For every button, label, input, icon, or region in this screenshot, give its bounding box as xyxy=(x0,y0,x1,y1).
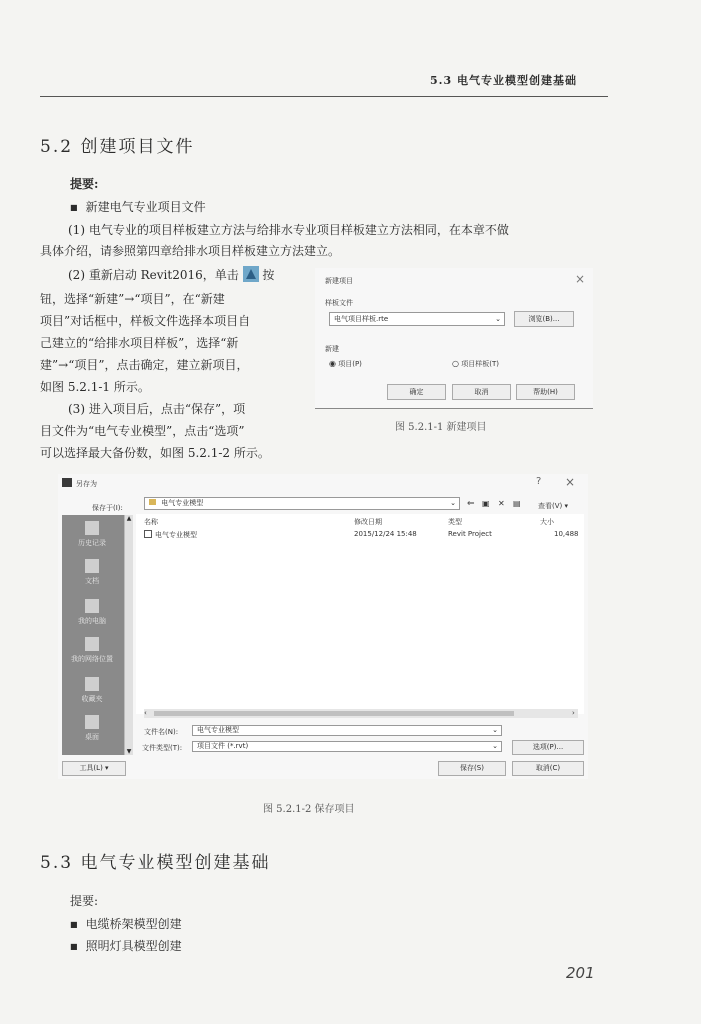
para-1-line-1: (1) 电气专业的项目样板建立方法与给排水专业项目样板建立方法相同，在本章不做 xyxy=(68,223,509,237)
scroll-thumb[interactable] xyxy=(154,711,514,716)
sidebar-item-favorites[interactable]: 收藏夹 xyxy=(62,677,122,704)
para-3-line-3: 可以选择最大备份数，如图 5.2.1-2 所示。 xyxy=(40,446,270,460)
template-label: 样板文件 xyxy=(325,299,353,307)
dialog-title: 另存为 xyxy=(76,480,97,488)
network-icon xyxy=(85,637,99,651)
radio-empty-icon: ○ xyxy=(452,359,459,368)
para-2-line-3: 项目”对话框中，样板文件选择本项目自 xyxy=(40,314,251,328)
scroll-up-icon[interactable]: ▲ xyxy=(126,515,132,522)
save-in-select[interactable]: 电气专业模型 ⌄ xyxy=(144,497,460,510)
scroll-down-icon[interactable]: ▼ xyxy=(126,748,132,755)
column-date[interactable]: 修改日期 xyxy=(354,518,382,526)
sidebar-scrollbar[interactable] xyxy=(124,515,133,755)
radio-project[interactable]: ◉ 项目(P) xyxy=(329,359,362,368)
save-in-label: 保存于(I): xyxy=(92,504,123,512)
page-number: 201 xyxy=(566,964,595,982)
browse-button[interactable]: 浏览(B)... xyxy=(514,311,574,327)
para-3-line-1: (3) 进入项目后，点击“保存”，项 xyxy=(68,402,246,416)
close-icon[interactable]: × xyxy=(575,272,586,286)
project-file-icon xyxy=(144,530,152,538)
radio-template[interactable]: ○ 项目样板(T) xyxy=(452,359,499,368)
radio-selected-icon: ◉ xyxy=(329,359,336,368)
filetype-select[interactable]: 项目文件 (*.rvt) ⌄ xyxy=(192,741,502,752)
favorites-icon xyxy=(85,677,99,691)
save-button[interactable]: 保存(S) xyxy=(438,761,506,776)
sidebar-item-network[interactable]: 我的网络位置 xyxy=(62,637,122,664)
chevron-down-icon: ⌄ xyxy=(495,315,501,323)
scroll-right-icon[interactable]: › xyxy=(572,709,575,717)
options-button[interactable]: 选项(P)... xyxy=(512,740,584,755)
new-folder-icon[interactable]: ▤ xyxy=(513,499,521,508)
filename-label: 文件名(N): xyxy=(144,728,179,736)
bullet-item: ■ 新建电气专业项目文件 xyxy=(70,196,206,220)
close-icon[interactable]: × xyxy=(565,475,576,489)
sidebar-item-documents[interactable]: 文档 xyxy=(62,559,122,586)
new-project-dialog xyxy=(315,268,593,409)
column-name[interactable]: 名称 xyxy=(144,518,158,526)
section-5-3-title: 5.3 电气专业模型创建基础 xyxy=(40,853,271,873)
bullet-item: ■ 照明灯具模型创建 xyxy=(70,935,182,959)
back-icon[interactable]: ⇐ xyxy=(467,499,475,509)
section-5-2-title: 5.2 创建项目文件 xyxy=(40,137,195,157)
dialog-title: 新建项目 xyxy=(325,277,353,285)
history-icon xyxy=(85,521,99,535)
chevron-down-icon: ⌄ xyxy=(450,499,456,507)
filename-input[interactable]: 电气专业模型 ⌄ xyxy=(192,725,502,736)
folder-icon xyxy=(149,499,156,505)
para-2-line-2: 钮，选择“新建”→“项目”，在“新建 xyxy=(40,292,225,306)
cancel-button[interactable]: 取消 xyxy=(452,384,511,400)
figure-caption-1: 图 5.2.1-1 新建项目 xyxy=(395,422,487,433)
file-list xyxy=(136,514,584,714)
help-icon[interactable]: ? xyxy=(536,476,542,487)
places-sidebar xyxy=(62,515,124,755)
column-type[interactable]: 类型 xyxy=(448,518,462,526)
para-2-line-6: 如图 5.2.1-1 所示。 xyxy=(40,380,150,394)
summary-label: 提要: xyxy=(70,177,99,191)
chevron-down-icon: ⌄ xyxy=(492,726,498,734)
summary-label-2: 提要: xyxy=(70,894,99,908)
para-2-line-4: 己建立的“给排水项目样板”，选择“新 xyxy=(40,336,239,350)
filetype-label: 文件类型(T): xyxy=(142,744,183,752)
running-header: 5.3 电气专业模型创建基础 xyxy=(430,74,577,87)
new-label: 新建 xyxy=(325,345,339,353)
chevron-down-icon: ⌄ xyxy=(492,742,498,750)
tools-menu[interactable]: 工具(L) ▾ xyxy=(62,761,126,776)
revit-icon xyxy=(62,478,72,487)
table-row[interactable]: 电气专业模型 2015/12/24 15:48 Revit Project 10,488 xyxy=(142,529,582,539)
delete-icon[interactable]: ✕ xyxy=(498,499,505,508)
para-2-line-1: (2) 重新启动 Revit2016，单击 按 xyxy=(68,268,275,282)
sidebar-item-computer[interactable]: 我的电脑 xyxy=(62,599,122,626)
view-menu[interactable]: 查看(V) ▾ xyxy=(538,502,569,510)
column-size[interactable]: 大小 xyxy=(540,518,554,526)
figure-caption-2: 图 5.2.1-2 保存项目 xyxy=(263,804,355,815)
bullet-item: ■ 电缆桥架模型创建 xyxy=(70,913,182,937)
cancel-button[interactable]: 取消(C) xyxy=(512,761,584,776)
help-button[interactable]: 帮助(H) xyxy=(516,384,575,400)
desktop-icon xyxy=(85,715,99,729)
save-as-dialog xyxy=(58,474,588,779)
header-rule xyxy=(40,96,608,97)
template-select[interactable]: 电气项目样板.rte ⌄ xyxy=(329,312,505,326)
up-folder-icon[interactable]: ▣ xyxy=(482,499,490,508)
para-2-line-5: 建”→“项目”，点击确定，建立新项目， xyxy=(40,358,249,372)
sidebar-item-history[interactable]: 历史记录 xyxy=(62,521,122,548)
computer-icon xyxy=(85,599,99,613)
scroll-left-icon[interactable]: ‹ xyxy=(144,709,147,717)
para-1-line-2: 具体介绍，请参照第四章给排水项目样板建立方法建立。 xyxy=(40,244,341,258)
documents-icon xyxy=(85,559,99,573)
para-3-line-2: 目文件为“电气专业模型”，点击“选项” xyxy=(40,424,245,438)
sidebar-item-desktop[interactable]: 桌面 xyxy=(62,715,122,742)
revit-app-icon xyxy=(243,266,259,282)
horizontal-scrollbar[interactable] xyxy=(144,709,578,718)
ok-button[interactable]: 确定 xyxy=(387,384,446,400)
